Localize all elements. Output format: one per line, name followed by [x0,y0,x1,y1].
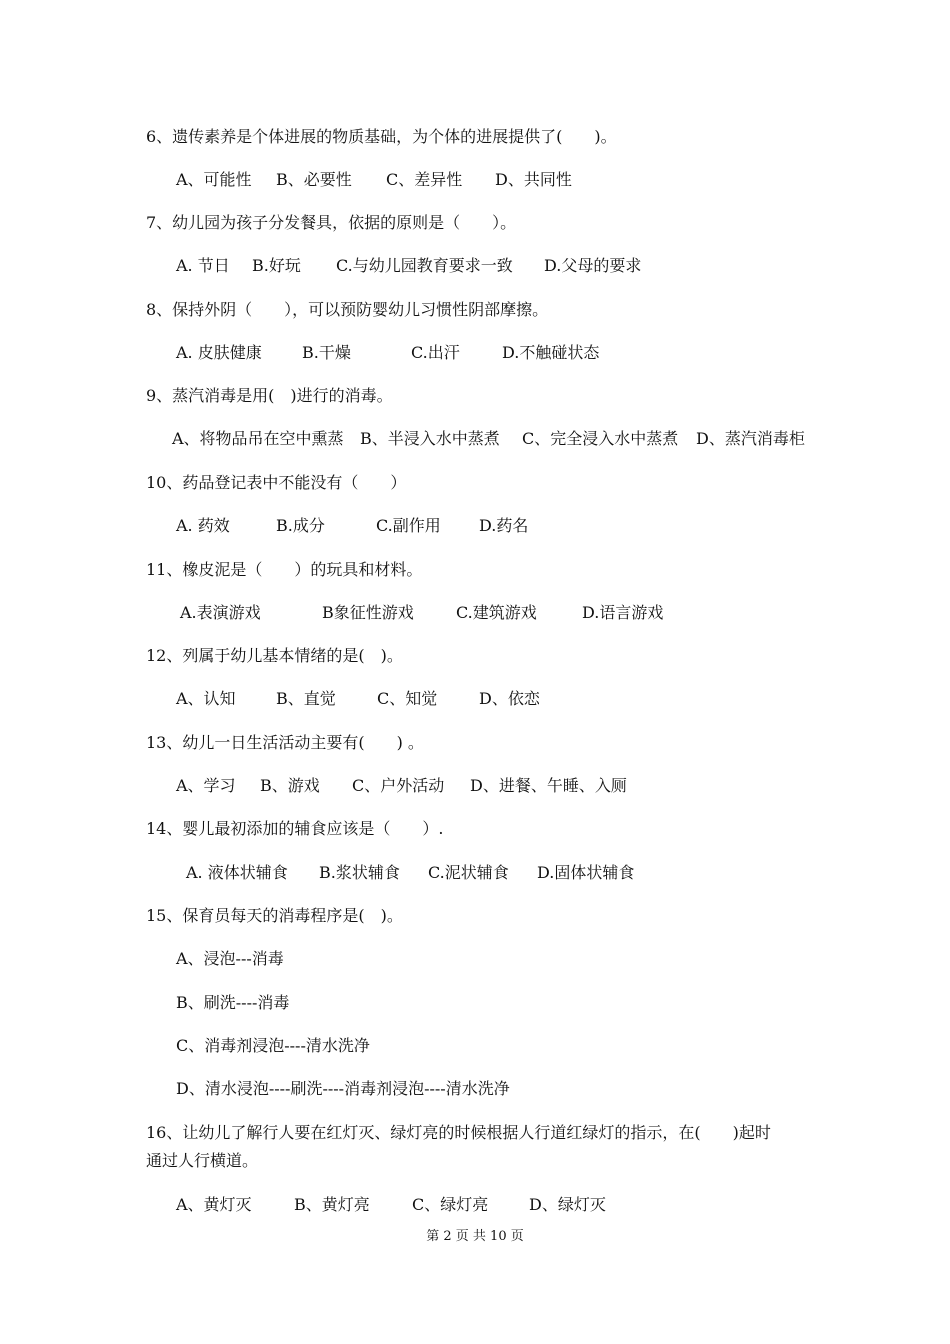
option-b: B、直觉 [276,689,336,708]
option-c: C.泥状辅食 [428,863,509,882]
question-15-stem: 15、保育员每天的消毒程序是( )。 [146,906,403,925]
option-d: D、清水浸泡----刷洗----消毒剂浸泡----清水洗净 [176,1079,510,1098]
option-a: A. 液体状辅食 [186,863,288,882]
option-b: B、半浸入水中蒸煮 [360,429,500,448]
option-d: D.父母的要求 [544,256,642,275]
question-7-stem: 7、幼儿园为孩子分发餐具，依据的原则是（ ）。 [146,213,517,232]
option-d: D、蒸汽消毒柜 [696,429,805,448]
question-16-stem-line-2: 通过人行横道。 [146,1151,259,1170]
option-c: C.出汗 [411,343,460,362]
option-a: A.表演游戏 [180,603,261,622]
option-a: A、学习 [176,776,236,795]
option-d: D、共同性 [495,170,572,189]
option-b: B、游戏 [260,776,320,795]
question-12-stem: 12、列属于幼儿基本情绪的是( )。 [146,646,403,665]
question-16-stem-line-1: 16、让幼儿了解行人要在红灯灭、绿灯亮的时候根据人行道红绿灯的指示，在( )起时 [146,1123,771,1142]
option-d: D.药名 [479,516,529,535]
question-11-stem: 11、橡皮泥是（ ）的玩具和材料。 [146,560,423,579]
option-c: C、知觉 [377,689,438,708]
option-a: A、将物品吊在空中熏蒸 [172,429,344,448]
option-c: C、户外活动 [352,776,445,795]
option-c: C.与幼儿园教育要求一致 [336,256,513,275]
option-b: B.浆状辅食 [319,863,400,882]
option-a: A、认知 [176,689,236,708]
option-a: A. 皮肤健康 [176,343,262,362]
option-c: C、消毒剂浸泡----清水洗净 [176,1036,370,1055]
option-c: C、完全浸入水中蒸煮 [522,429,679,448]
option-b: B、黄灯亮 [294,1195,370,1214]
option-d: D、绿灯灭 [529,1195,606,1214]
option-a: A、黄灯灭 [176,1195,252,1214]
option-a: A. 药效 [176,516,230,535]
question-9-stem: 9、蒸汽消毒是用( )进行的消毒。 [146,386,393,405]
option-b: B.成分 [276,516,325,535]
option-b: B.干燥 [302,343,351,362]
option-b: B象征性游戏 [322,603,414,622]
question-6-stem: 6、遗传素养是个体进展的物质基础，为个体的进展提供了( )。 [146,127,617,146]
option-d: D.不触碰状态 [502,343,600,362]
option-c: C、绿灯亮 [412,1195,489,1214]
question-14-stem: 14、婴儿最初添加的辅食应该是（ ）. [146,819,444,838]
option-a: A、可能性 [176,170,252,189]
question-8-stem: 8、保持外阴（ ），可以预防婴幼儿习惯性阴部摩擦。 [146,300,549,319]
option-d: D.语言游戏 [582,603,664,622]
option-d: D、进餐、午睡、入厕 [470,776,627,795]
option-d: D、依恋 [479,689,540,708]
option-d: D.固体状辅食 [537,863,635,882]
option-b: B、必要性 [276,170,352,189]
question-13-stem: 13、幼儿一日生活活动主要有( ) 。 [146,733,424,752]
question-10-stem: 10、药品登记表中不能没有（ ） [146,473,407,492]
option-c: C.建筑游戏 [456,603,537,622]
option-a: A. 节日 [176,256,230,275]
page-number-footer: 第 2 页 共 10 页 [426,1229,524,1244]
option-c: C.副作用 [376,516,441,535]
option-b: B、刷洗----消毒 [176,993,290,1012]
option-a: A、浸泡---消毒 [176,949,284,968]
option-c: C、差异性 [386,170,463,189]
option-b: B.好玩 [252,256,301,275]
